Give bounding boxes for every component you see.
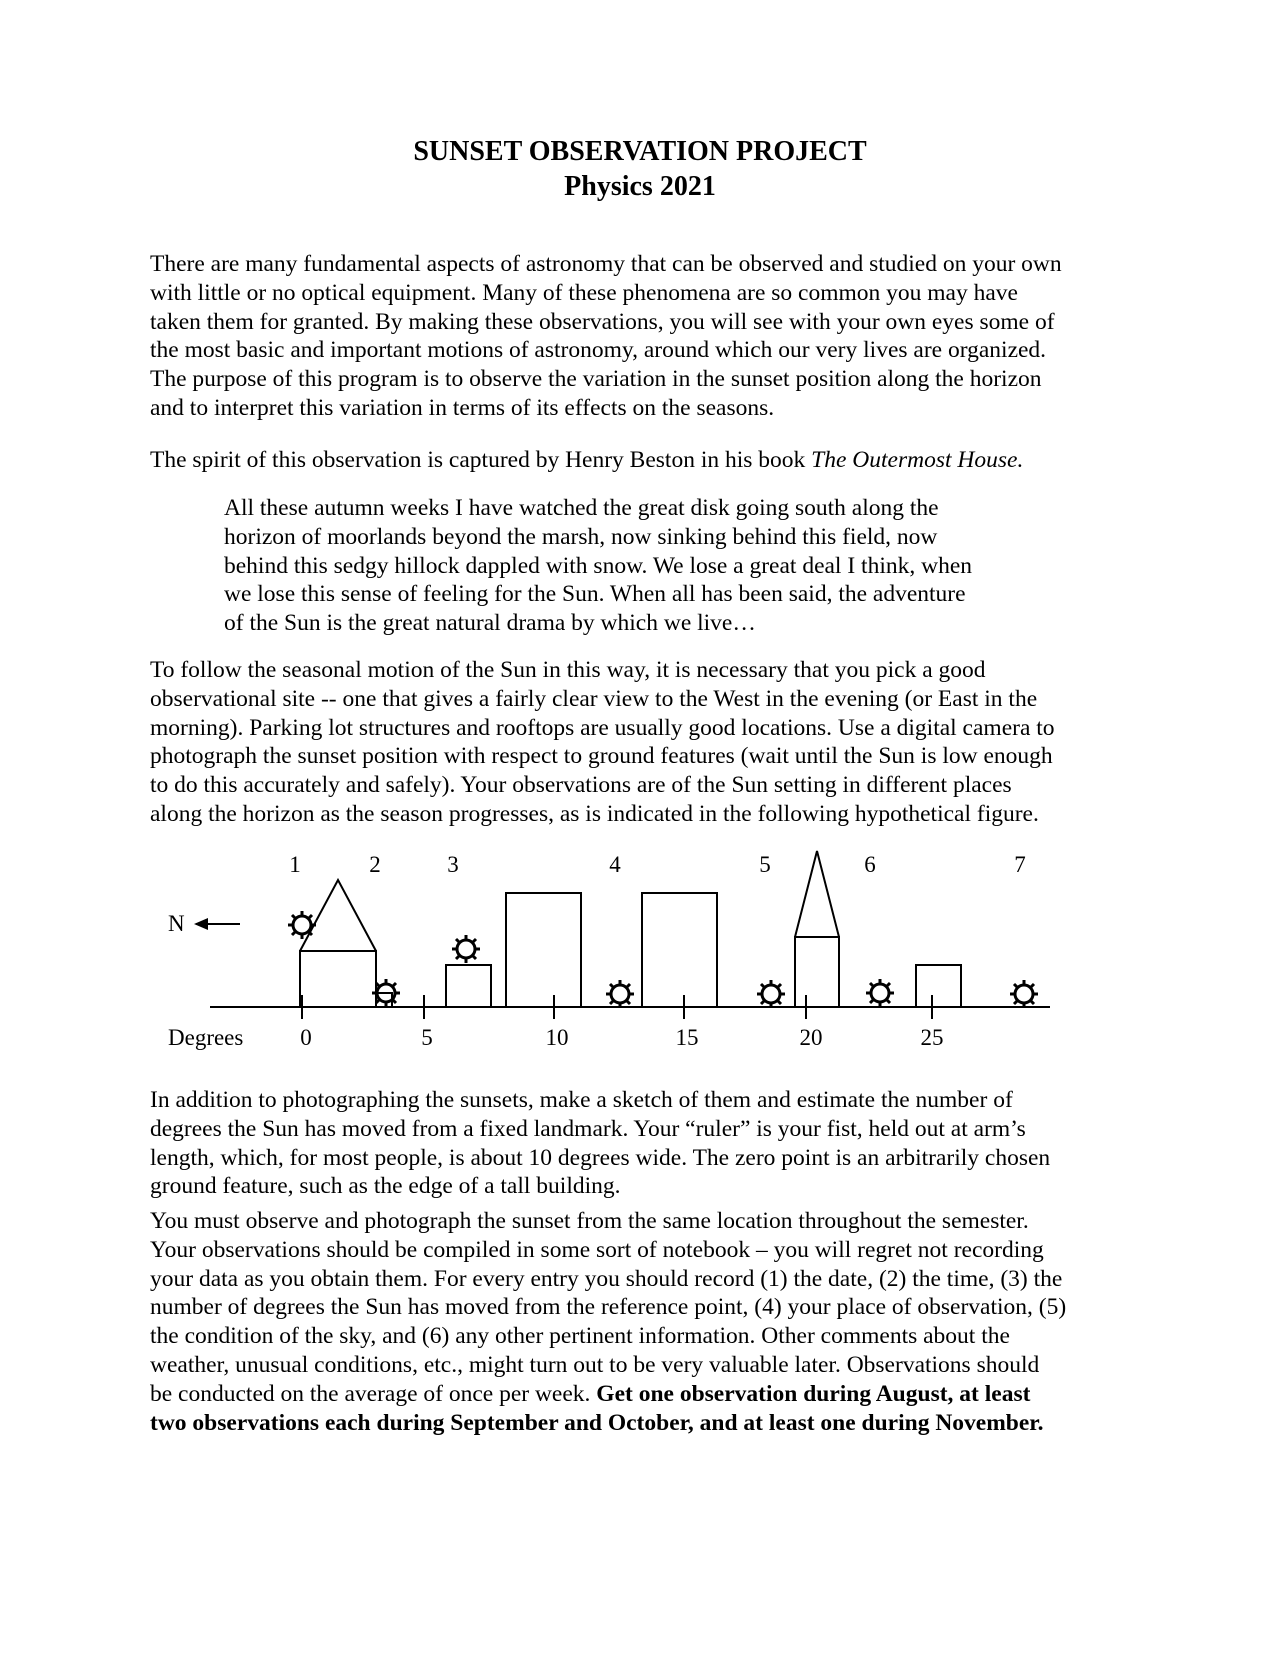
text-line: your data as you obtain them. For every entry you should record (1) the date, (2) the time, (3) the [150,1265,1063,1292]
quote-line: behind this sedgy hillock dappled with snow. We lose a great deal I think, when [224,552,972,579]
position-label-6: 6 [864,852,876,877]
tick-label: 5 [421,1025,433,1050]
text-line: the most basic and important motions of astronomy, around which our very lives are organized. [150,337,1047,364]
position-label-4: 4 [609,852,621,877]
text-line: morning). Parking lot structures and rooftops are usually good locations. Use a digital camera to [150,714,1055,741]
quote-line: All these autumn weeks I have watched the great disk going south along the [224,495,939,521]
steeple-building [795,851,839,1007]
spirit-lead: The spirit of this observation is captured by Henry Beston in his book [150,447,812,473]
deadline-emphasis: two observations each during September and October, and at least one during November. [150,1409,1044,1436]
requirements-paragraph [150,1207,1150,1437]
text-line [150,1380,1150,1409]
text-line: with little or no optical equipment. Many of these phenomena are so common you may have [150,279,1018,306]
sun-icon [1010,980,1038,1008]
position-label-5: 5 [759,852,771,877]
text-line: There are many fundamental aspects of astronomy that can be observed and studied on your own [150,251,1062,277]
sun-icon [288,911,316,939]
intro-paragraph [150,250,1150,423]
tick-label: 20 [799,1025,823,1050]
sun-icon [606,980,634,1008]
position-label-1: 1 [289,852,301,877]
text-line: to do this accurately and safely). Your observations are of the Sun setting in different places [150,772,1012,799]
low-building [446,965,491,1007]
tick-label: 10 [545,1025,569,1050]
sun-icon [452,935,480,963]
axis-label: Degrees [168,1025,244,1050]
deadline-emphasis: Get one observation during August, at least [596,1380,1031,1407]
tick-label: 0 [300,1025,312,1050]
sunset-horizon-figure [150,845,1070,1065]
tick-label: 25 [920,1025,944,1050]
text-line: The purpose of this program is to observe the variation in the sunset position along the horizon [150,366,1042,393]
text-line: and to interpret this variation in terms of its effects on the seasons. [150,394,775,421]
beston-quote [224,494,1124,638]
small-building [916,965,961,1007]
house-building [300,880,376,1007]
document-subtitle: Physics 2021 [564,171,716,202]
frequency-text: be conducted on the average of once per week. [150,1380,597,1407]
sun-icon [866,979,894,1007]
north-label: N [168,911,185,936]
text-line: the condition of the sky, and (6) any other pertinent information. Other comments about the [150,1323,1010,1350]
text-line: photograph the sunset position with respect to ground features (wait until the Sun is low enough [150,743,1053,770]
tall-building-a [506,893,581,1007]
book-title: The Outermost House. [811,447,1024,473]
sun-icon [757,980,785,1008]
text-line: along the horizon as the season progresses, as is indicated in the following hypothetical figure. [150,800,1039,827]
quote-line: of the Sun is the great natural drama by which we live… [224,610,756,637]
text-line: observational site -- one that gives a fairly clear view to the West in the evening (or East in the [150,685,1038,712]
text-line: Your observations should be compiled in some sort of notebook – you will regret not recording [150,1236,1044,1263]
text-line: In addition to photographing the sunsets, make a sketch of them and estimate the number of [150,1087,1013,1113]
position-label-7: 7 [1014,852,1026,877]
text-line: degrees the Sun has moved from a fixed landmark. Your “ruler” is your fist, held out at arm’s [150,1115,1026,1142]
sketch-paragraph [150,1086,1150,1201]
position-label-3: 3 [447,852,459,877]
text-line: length, which, for most people, is about 10 degrees wide. The zero point is an arbitrarily chosen [150,1144,1051,1171]
text-line: To follow the seasonal motion of the Sun in this way, it is necessary that you pick a good [150,657,986,683]
text-line: ground feature, such as the edge of a tall building. [150,1173,621,1200]
text-line: number of degrees the Sun has moved from the reference point, (4) your place of observation, (5) [150,1294,1067,1321]
text-line: taken them for granted. By making these observations, you will see with your own eyes some of [150,308,1055,335]
north-arrow-icon [194,918,240,930]
spirit-paragraph [150,446,1150,475]
site-paragraph [150,656,1150,829]
quote-line: horizon of moorlands beyond the marsh, now sinking behind this field, now [224,523,938,550]
text-line: weather, unusual conditions, etc., might turn out to be very valuable later. Observations should [150,1351,1040,1378]
position-label-2: 2 [369,852,381,877]
tall-building-b [642,893,717,1007]
document-title: SUNSET OBSERVATION PROJECT [413,136,867,167]
title-block [0,134,1280,204]
text-line [150,446,1150,475]
tick-label: 15 [675,1025,699,1050]
text-line: You must observe and photograph the sunset from the same location throughout the semester. [150,1208,1029,1234]
quote-line: we lose this sense of feeling for the Sun. When all has been said, the adventure [224,581,966,608]
